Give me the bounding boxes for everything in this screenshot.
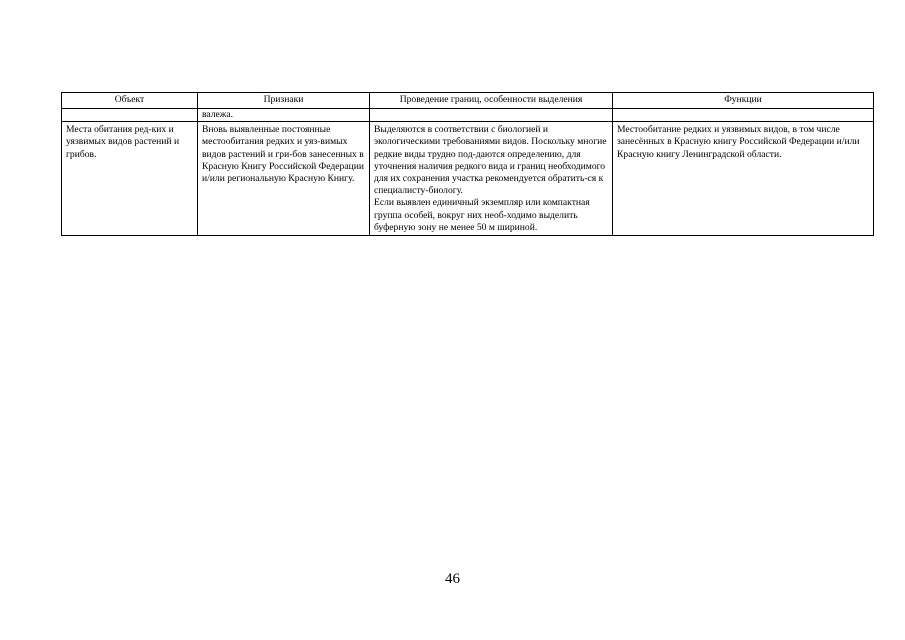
table-body <box>62 109 874 236</box>
header-functions: Функции <box>613 93 874 109</box>
cell-boundaries <box>370 122 613 236</box>
cell-boundaries <box>370 109 613 122</box>
cell-object <box>62 109 198 122</box>
boundaries-paragraph-2: Если выявлен единичный экземпляр или компактная группа особей, вокруг них необ-ходимо выделить буферную зону не менее 50 м шириной. <box>374 197 590 233</box>
hcv-table <box>61 92 874 236</box>
header-row <box>62 93 874 109</box>
header-boundaries: Проведение границ, особенности выделения <box>370 93 613 109</box>
cell-signs: Вновь выявленные постоянные местообитания редких и уяз-вимых видов растений и гри-бов занесенных в Красную Книгу Российской Федерации и/или региональную Красную Книгу. <box>198 122 370 236</box>
header-signs: Признаки <box>198 93 370 109</box>
table-row-continuation <box>62 109 874 122</box>
boundaries-paragraph-1: Выделяются в соответствии с биологией и экологическими требованиями видов. Поскольку многие редкие виды трудно под-даются определению, для уточнения наличия редкого вида и границ необходимого для их сохранения участка рекомендуется обратить-ся к специалисту-биологу. <box>374 124 607 197</box>
header-object: Объект <box>62 93 198 109</box>
table-row <box>62 122 874 236</box>
cell-functions <box>613 109 874 122</box>
cell-functions: Местообитание редких и уязвимых видов, в том числе занесённых в Красную книгу Российской Федерации и/или Красную книгу Ленинградской области. <box>613 122 874 236</box>
page-number: 46 <box>445 571 460 587</box>
cell-object: Места обитания ред-ких и уязвимых видов растений и грибов. <box>62 122 198 236</box>
cell-signs: валежа. <box>198 109 370 122</box>
table-header <box>62 93 874 109</box>
